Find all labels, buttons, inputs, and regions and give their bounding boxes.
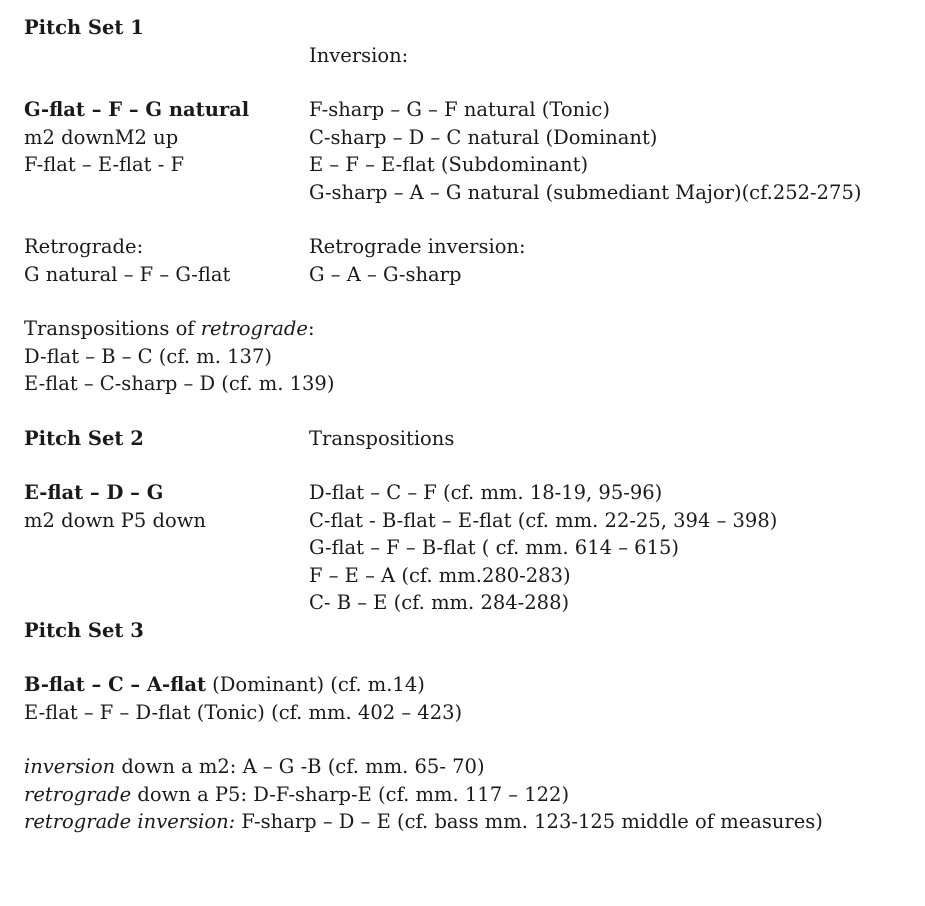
- set2-transp-column: [309, 479, 914, 617]
- set1-prime-line-2: F-flat – E-flat - F: [24, 153, 185, 176]
- set3-inversion-italic: inversion: [24, 755, 116, 778]
- set1-retrograde-label: Retrograde:: [24, 235, 144, 258]
- set2-title-row: [24, 425, 914, 453]
- set3-line-2: E-flat – F – D-flat (Tonic) (cf. mm. 402 – 423): [24, 700, 463, 724]
- set2-transp-line-3: G-flat – F – B-flat ( cf. mm. 614 – 615): [309, 536, 679, 559]
- set2-transp-line-5: C- B – E (cf. mm. 284-288): [309, 591, 570, 614]
- set3-retrograde-line: [24, 781, 914, 809]
- set3-retro-inversion-line: [24, 808, 914, 836]
- document-page: [24, 14, 914, 836]
- set3-retrograde-italic: retrograde: [24, 782, 132, 806]
- set2-prime-main: E-flat – D – G: [24, 481, 164, 504]
- set2-prime-sub: m2 down P5 down: [24, 508, 206, 532]
- set3-inversion-line: [24, 753, 914, 781]
- set1-retro-inversion-value: G – A – G-sharp: [309, 262, 462, 286]
- set1-prime-line-1: m2 downM2 up: [24, 125, 179, 149]
- set1-retrograde-value: G natural – F – G-flat: [24, 262, 231, 286]
- set1-retro-labels: [24, 233, 914, 261]
- set1-forms: [24, 96, 914, 206]
- set2-transp-line-2: C-flat - B-flat – E-flat (cf. mm. 22-25, 394 – 398): [309, 508, 778, 532]
- set1-retro-values: [24, 261, 914, 289]
- set1-inversion-line-3: E – F – E-flat (Subdominant): [309, 153, 589, 176]
- set3-prime-line: [24, 671, 914, 699]
- set2-forms: [24, 479, 914, 617]
- set3-retrograde-rest: down a P5: D-F-sharp-E (cf. mm. 117 – 122): [131, 782, 570, 806]
- set3-retro-inversion-rest: F-sharp – D – E (cf. bass mm. 123-125 middle of measures): [235, 810, 823, 833]
- set2-transp-line-1: D-flat – C – F (cf. mm. 18-19, 95-96): [309, 481, 663, 504]
- set1-transp-italic: retrograde: [200, 317, 308, 340]
- set1-inversion-line-1: F-sharp – G – F natural (Tonic): [309, 98, 610, 121]
- set1-transp-prefix: Transpositions of: [24, 317, 201, 340]
- set3-prime-bold: B-flat – C – A-flat: [24, 673, 206, 696]
- set1-title: Pitch Set 1: [24, 16, 144, 39]
- set1-inversion-label: Inversion:: [309, 43, 409, 67]
- set2-prime-column: [24, 479, 309, 617]
- set1-inversion-column: [309, 96, 914, 206]
- set1-transpositions-heading: [24, 315, 914, 343]
- set1-transp-line-1: D-flat – B – C (cf. m. 137): [24, 344, 272, 368]
- set1-inversion-line-4: G-sharp – A – G natural (submediant Major)(cf.252-275): [309, 180, 862, 204]
- set3-inversion-rest: down a m2: A – G -B (cf. mm. 65- 70): [115, 755, 485, 778]
- set1-transp-suffix: :: [307, 317, 315, 340]
- set3-retro-inversion-italic: retrograde inversion:: [24, 810, 236, 833]
- set3-title: Pitch Set 3: [24, 618, 144, 642]
- set1-prime-column: [24, 96, 309, 206]
- set2-title: Pitch Set 2: [24, 426, 144, 450]
- set2-transpositions-label: Transpositions: [309, 426, 455, 450]
- set1-transp-line-2: E-flat – C-sharp – D (cf. m. 139): [24, 372, 335, 395]
- set1-prime-main: G-flat – F – G natural: [24, 98, 250, 121]
- set2-transp-line-4: F – E – A (cf. mm.280-283): [309, 563, 571, 587]
- set1-retro-inversion-label: Retrograde inversion:: [309, 235, 526, 258]
- set3-prime-rest: (Dominant) (cf. m.14): [205, 673, 425, 696]
- set1-inversion-line-2: C-sharp – D – C natural (Dominant): [309, 125, 658, 149]
- set1-inversion-label-row: [24, 42, 914, 70]
- set1-title-row: [24, 14, 914, 42]
